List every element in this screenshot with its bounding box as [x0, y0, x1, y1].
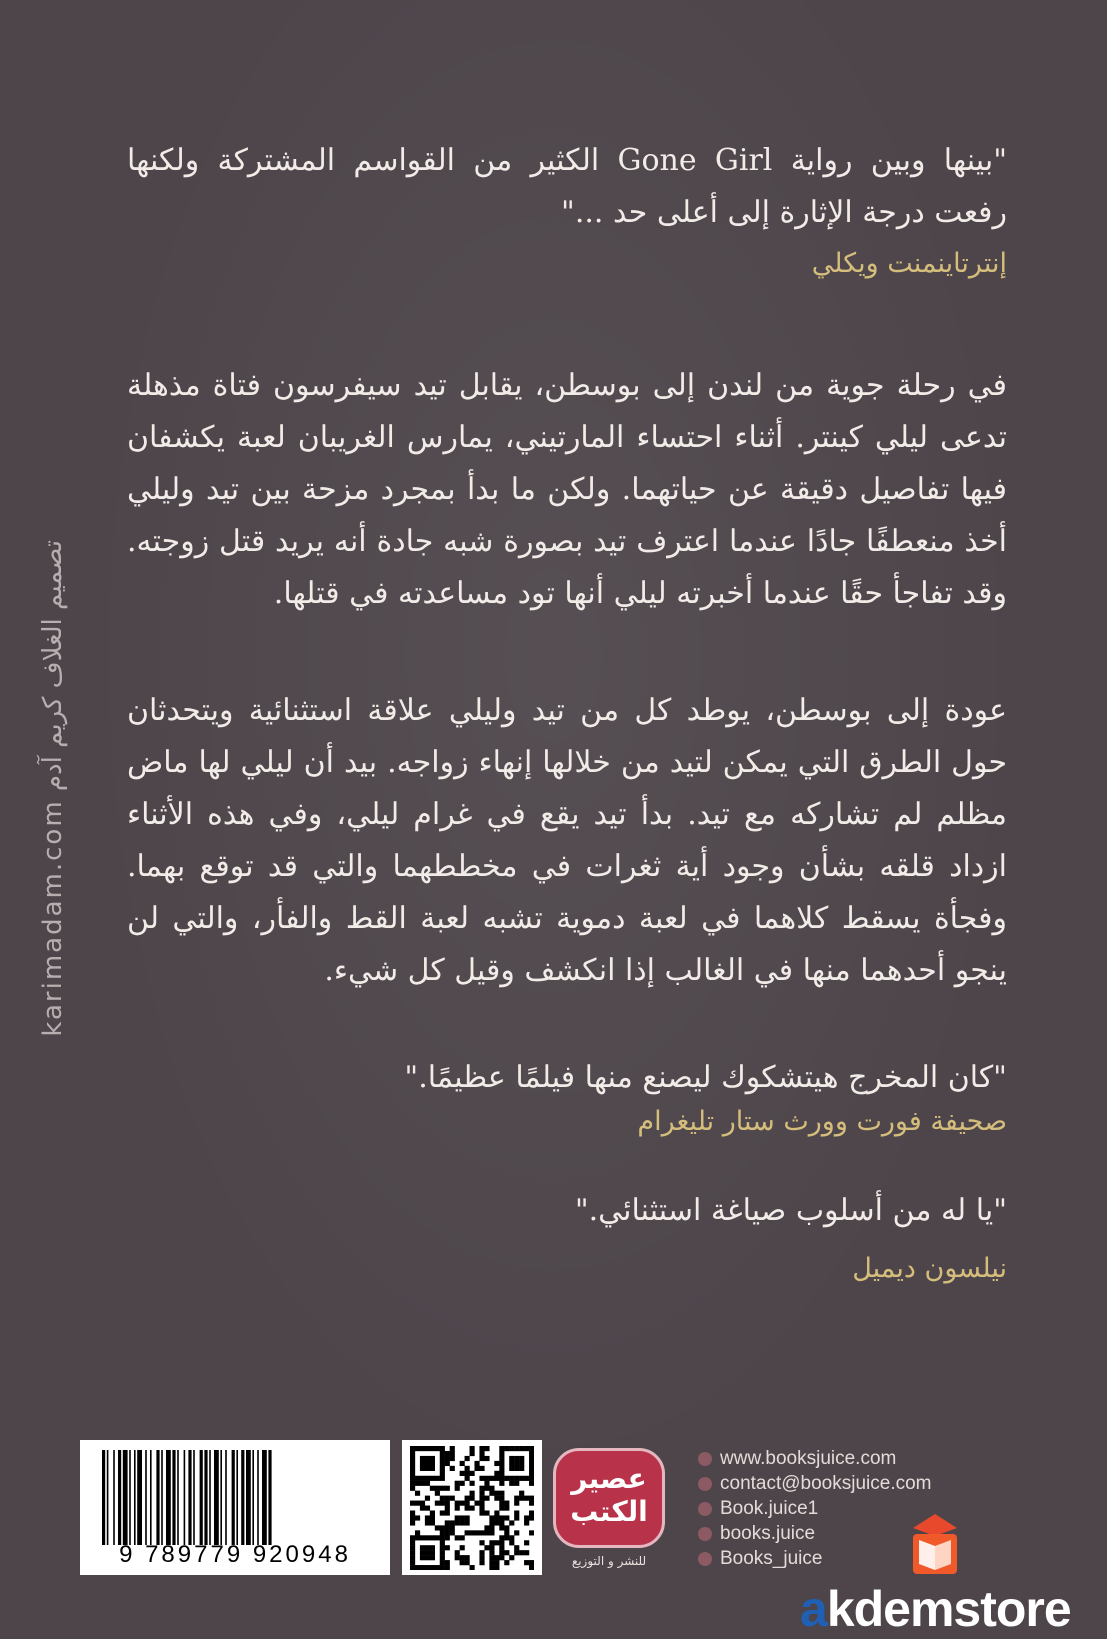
review-source-1: إنترتاينمنت ويكلي — [811, 248, 1007, 279]
facebook-icon — [698, 1502, 712, 1516]
review-quote-1: "بينها وبين رواية Gone Girl الكثير من القواسم المشتركة ولكنها رفعت درجة الإثارة إلى أعلى حد ..." — [127, 143, 1007, 230]
contact-website — [698, 1446, 932, 1471]
review-source-3: نيلسون ديميل — [852, 1253, 1007, 1284]
contact-twitter — [698, 1546, 932, 1571]
review-source-2: صحيفة فورت وورث ستار تليغرام — [637, 1106, 1007, 1137]
qr-code-icon — [410, 1446, 534, 1570]
email-icon — [698, 1477, 712, 1491]
contact-facebook — [698, 1496, 932, 1521]
contact-instagram — [698, 1521, 932, 1546]
barcode-bars — [102, 1450, 374, 1545]
synopsis-paragraph-2: عودة إلى بوسطن، يوطد كل من تيد وليلي علاقة استثنائية ويتحدثان حول الطرق التي يمكن لتيد من خلالها إنهاء زواجه. بيد أن ليلي لها ماض مظلم لم تشاركه مع تيد. بدأ تيد يقع في غرام ليلي، وفي هذه الأثناء ازداد قلقه بشأن وجود أية ثغرات في مخططهما والتي قد توقع بهما. وفجأة يسقط كلاهما في لعبة دموية تشبه لعبة القط والفأر، والتي لن ينجو أحدهما منها في الغالب إذا انكشف وقيل كل شيء. — [127, 693, 1007, 988]
watermark-rest: kdemstore — [826, 1581, 1071, 1637]
contact-twitter-text: Books_juice — [720, 1548, 823, 1569]
cover-design-credit: تصميم الغلاف كريم آدم karimadam.com — [38, 540, 68, 1037]
instagram-icon — [698, 1527, 712, 1541]
publisher-logo — [553, 1440, 665, 1570]
publisher-tagline: للنشر و التوزيع — [571, 1554, 647, 1568]
publisher-contacts — [698, 1446, 932, 1571]
publisher-logo-badge — [553, 1448, 665, 1548]
twitter-icon — [698, 1552, 712, 1566]
logo-text-line2: الكتب — [570, 1495, 648, 1528]
contact-website-text: www.booksjuice.com — [720, 1448, 897, 1469]
isbn-digits: 9 789779 920948 — [119, 1541, 351, 1568]
contact-instagram-text: books.juice — [720, 1523, 816, 1544]
review-quote-2: "كان المخرج هيتشكوك ليصنع منها فيلمًا عظيمًا." — [404, 1060, 1007, 1095]
globe-icon — [698, 1452, 712, 1466]
watermark-first-letter: a — [800, 1581, 827, 1637]
isbn-barcode — [80, 1440, 390, 1575]
store-watermark — [800, 1580, 1071, 1638]
synopsis-paragraph-1: في رحلة جوية من لندن إلى بوسطن، يقابل تيد سيفرسون فتاة مذهلة تدعى ليلي كينتر. أثناء احتساء المارتيني، يمارس الغريبان لعبة يكشفان فيها تفاصيل دقيقة عن حياتهما. ولكن ما بدأ بمجرد مزحة بين تيد وليلي أخذ منعطفًا جادًا عندما اعترف تيد بصورة شبه جادة أنه يريد قتل زوجته. وقد تفاجأ حقًا عندما أخبرته ليلي أنها تود مساعدته في قتلها. — [127, 368, 1007, 611]
contact-email — [698, 1471, 932, 1496]
logo-text-line1: عصير — [571, 1462, 647, 1495]
contact-facebook-text: Book.juice1 — [720, 1498, 819, 1519]
qr-code — [402, 1440, 542, 1575]
review-quote-3: "يا له من أسلوب صياغة استثنائي." — [574, 1193, 1007, 1228]
book-store-icon — [905, 1510, 965, 1580]
contact-email-text: contact@booksjuice.com — [720, 1473, 932, 1494]
